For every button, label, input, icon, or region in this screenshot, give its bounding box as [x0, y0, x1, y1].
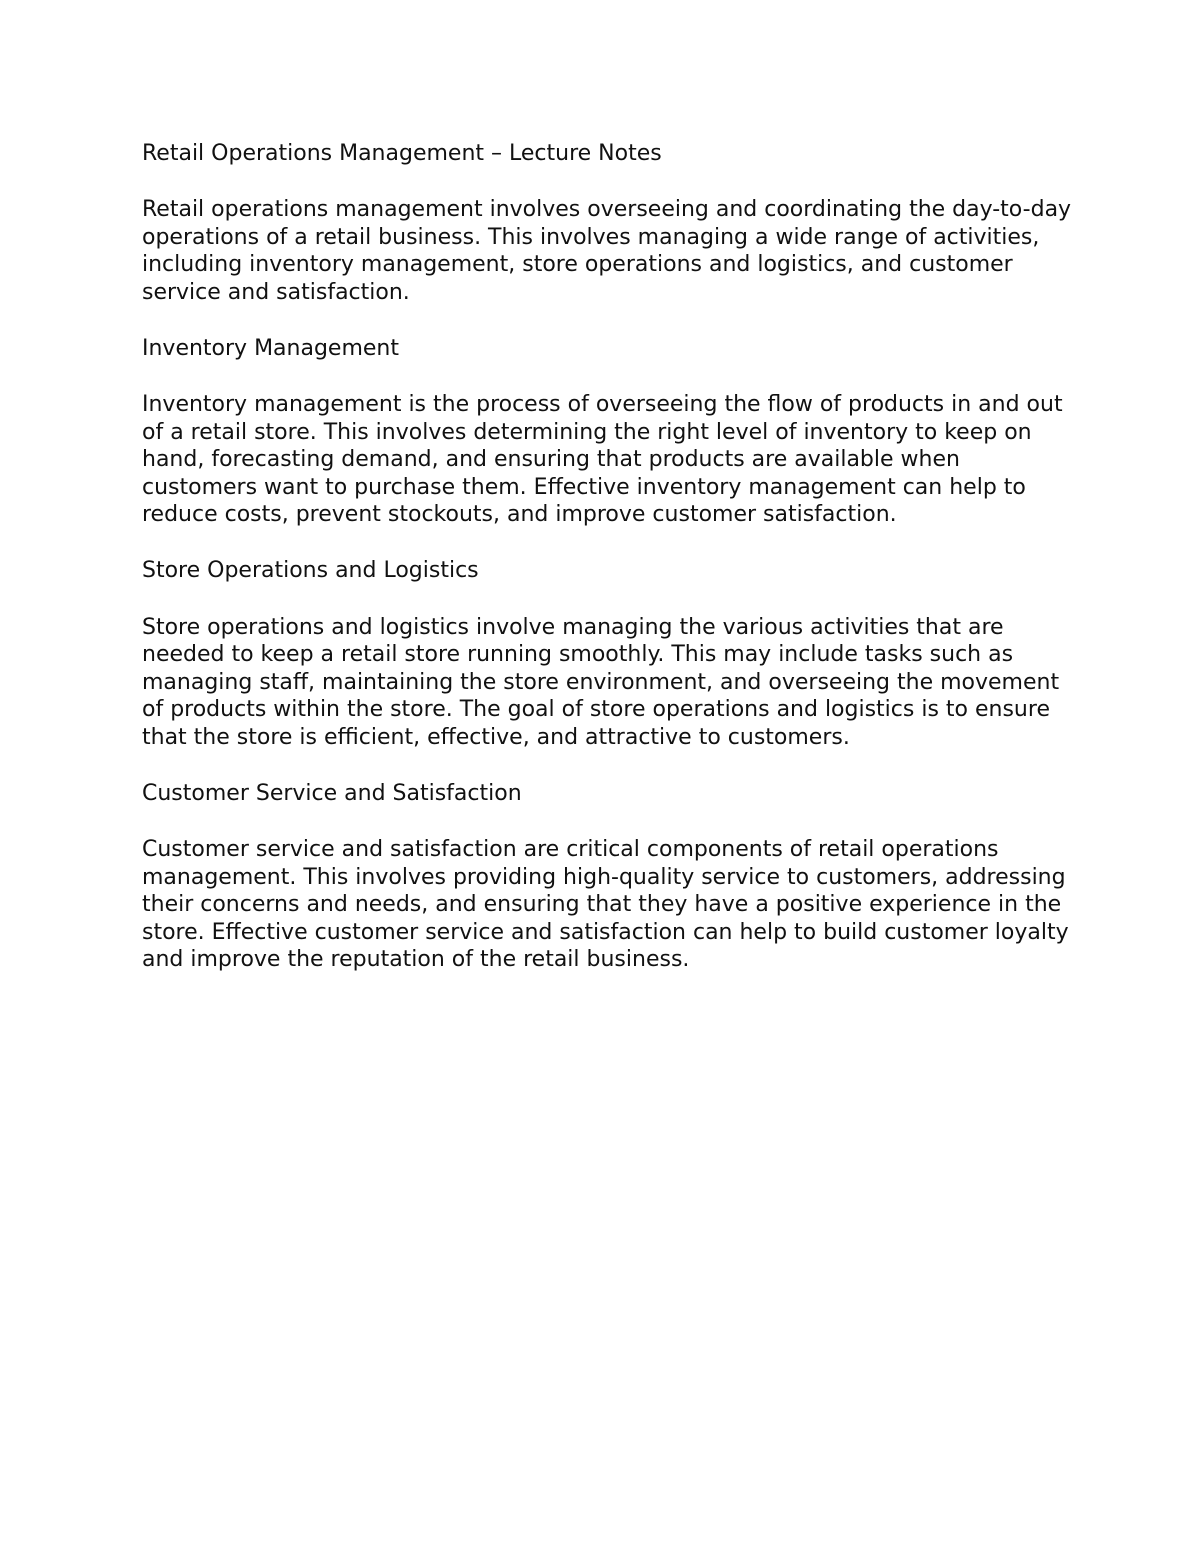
section-body-store-operations: Store operations and logistics involve managing the various activities that are needed to keep a retail store running smoothly. This may include tasks such as managing staff, maintaining the store environment, and overseeing the movement of products within the store. The goal of store operations and logistics is to ensure that the store is efficient, effective, and attractive to customers.: [142, 614, 1060, 750]
section-body-inventory: Inventory management is the process of overseeing the flow of products in and out of a retail store. This involves determining the right level of inventory to keep on hand, forecasting demand, and ensuring that products are available when customers want to purchase them. Effective inventory management can help to reduce costs, prevent stockouts, and improve customer satisfaction.: [142, 392, 1063, 528]
document-title: Retail Operations Management – Lecture Notes: [142, 141, 662, 166]
document-body: [142, 140, 1072, 1002]
intro-paragraph: Retail operations management involves overseeing and coordinating the day-to-day operations of a retail business. This involves managing a wide range of activities, including inventory management, store operations and logistics, and customer service and satisfaction.: [142, 197, 1072, 305]
section-heading-store-operations: Store Operations and Logistics: [142, 558, 479, 584]
section-heading-customer-service: Customer Service and Satisfaction: [142, 780, 522, 806]
section-heading-inventory: Inventory Management: [142, 336, 399, 362]
section-body-customer-service: Customer service and satisfaction are critical components of retail operations management. This involves providing high-quality service to customers, addressing their concerns and needs, and ensuring that they have a positive experience in the store. Effective customer service and satisfaction can help to build customer loyalty and improve the reputation of the retail business.: [142, 837, 1069, 972]
